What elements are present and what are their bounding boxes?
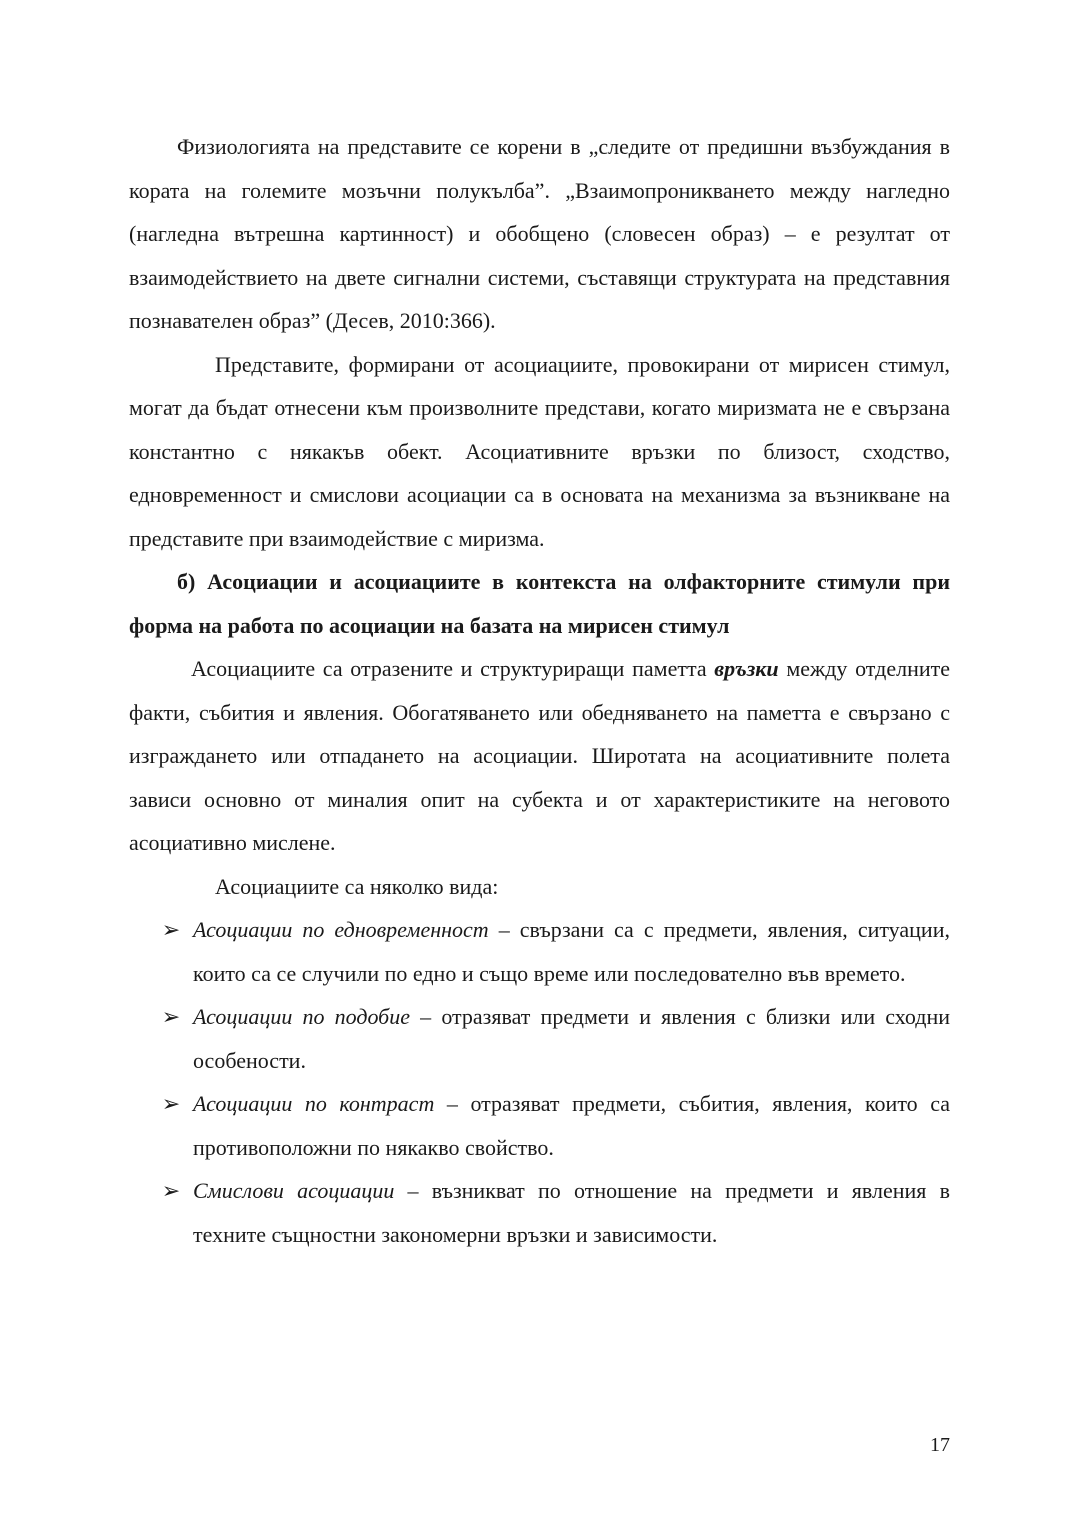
paragraph-physiology: Физиологията на представите се корени в „следите от предишни възбуждания в кората на големите мозъчни полукълба”. „Взаимопроникването между нагледно (нагледна вътрешна картинност) и обобщено (словесен образ) – е резултат от взаимодействието на двете сигнални системи, съставящи структурата на представния познавателен образ” (Десев, 2010:366).	[129, 134, 950, 333]
list-item-term: Смислови асоциации	[193, 1178, 395, 1203]
arrow-bullet-icon: ➢	[161, 1004, 181, 1029]
arrow-bullet-icon: ➢	[161, 1091, 181, 1116]
paragraph-associations	[129, 647, 950, 865]
list-item-text: – възникват по отношение на предмети и явления в техните същностни закономерни връзки и зависимости.	[193, 1178, 951, 1247]
emphasis-word: връзки	[714, 656, 779, 681]
arrow-bullet-icon: ➢	[161, 1178, 181, 1203]
arrow-bullet-icon: ➢	[161, 917, 181, 942]
list-item-text: – отразяват предмети и явления с близки или сходни особености.	[193, 1004, 950, 1073]
page-number: 17	[930, 1434, 950, 1456]
paragraph-associations-text-end: между отделните факти, събития и явления. Обогатяването или обедняването на паметта е свързано с изграждането или отпадането на асоциации. Широтата на асоциативните полета зависи основно от миналия опит на субекта и от характеристиките на неговото асоциативно мислене.	[129, 656, 950, 855]
list-item-text: – отразяват предмети, събития, явления, които са противоположни по някакво свойство.	[193, 1091, 951, 1160]
paragraph-representations: Представите, формирани от асоциациите, провокирани от мирисен стимул, могат да бъдат отнесени към произволните представи, когато миризмата не е свързана константно с някакъв обект. Асоциативните връзки по близост, сходство, едновременност и смислови асоциации са в основата на механизма за възникване на представите при взаимодействие с миризма.	[129, 351, 950, 551]
list-item-term: Асоциации по подобие	[193, 1004, 411, 1029]
association-types-list	[129, 908, 950, 1256]
list-item	[129, 1169, 950, 1256]
list-item-text: – свързани са с предмети, явления, ситуации, които са се случили по едно и също време или последователно във времето.	[193, 917, 950, 986]
paragraph-associations-text-start: Асоциациите са отразените и структуриращи паметта	[191, 656, 715, 681]
list-item	[129, 995, 950, 1082]
list-item-term: Асоциации по едновременност	[193, 917, 489, 942]
list-item-term: Асоциации по контраст	[193, 1091, 435, 1116]
section-heading: б) Асоциации и асоциациите в контекста на олфакторните стимули при форма на работа по асоциации на базата на мирисен стимул	[129, 569, 950, 638]
list-item	[129, 908, 950, 995]
document-page	[129, 125, 950, 1256]
paragraph-types-intro: Асоциациите са няколко вида:	[215, 873, 499, 899]
list-item	[129, 1082, 950, 1169]
